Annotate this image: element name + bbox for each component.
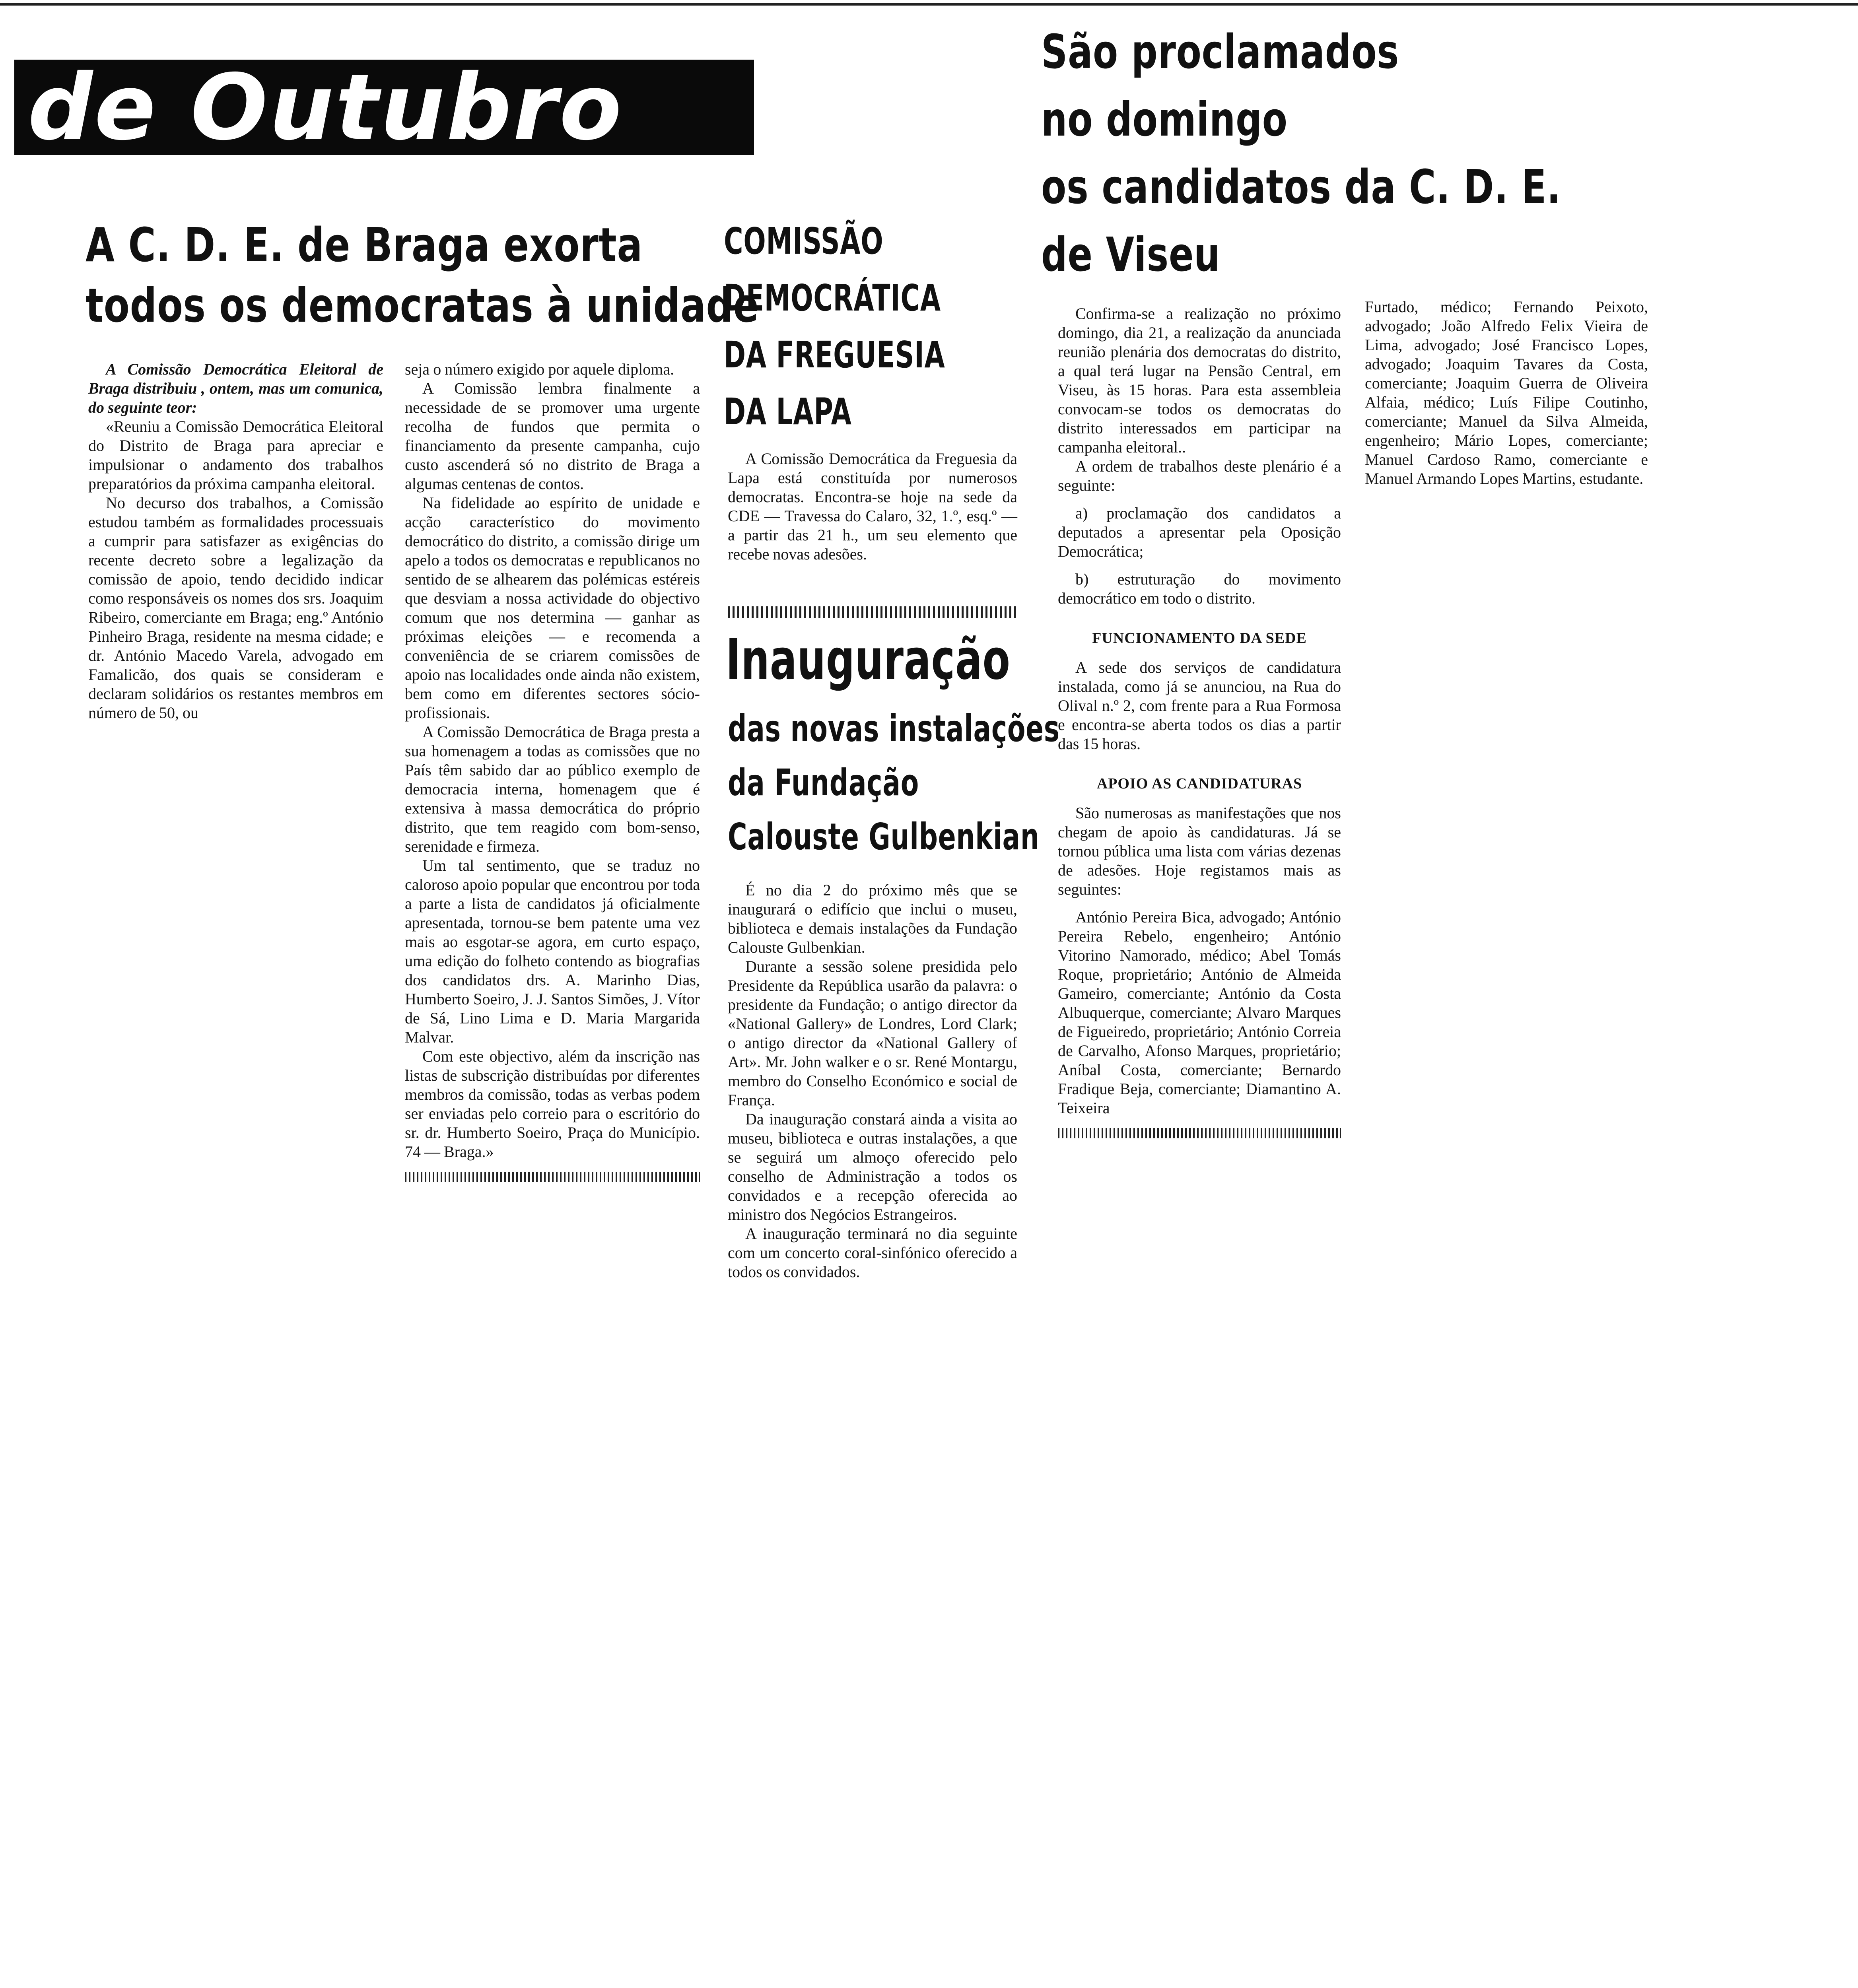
lapa-headline-line-4: DA LAPA (724, 390, 852, 433)
gulbenkian-subheadline-line-2: da Fundação (728, 761, 919, 804)
article-end-rule (1058, 1128, 1341, 1138)
braga-paragraph: No decurso dos trabalhos, a Comissão estudou também as formalidades processuais a cumprir para satisfazer as exigências do recente decreto sobre a legalização da comissão de apoio, tendo decidido indicar como responsáveis os nomes dos srs. Joaquim Ribeiro, comerciante em Braga; eng.º António Pinheiro Braga, residente na mesma cidade; e dr. António Macedo Varela, advogado em Famalicão, dos quais se consideram e declaram solidários os restantes membros em número de 50, ou (88, 494, 383, 722)
viseu-headline-line-3: os candidatos da C. D. E. (1041, 159, 1561, 214)
gulbenkian-paragraph: A inauguração terminará no dia seguinte com um concerto coral-sinfónico oferecido a todos os convidados. (728, 1225, 1017, 1281)
viseu-agenda-item: a) proclamação dos candidatos a deputados a apresentar pela Oposição Democrática; (1058, 504, 1341, 560)
viseu-headline (1041, 18, 1708, 288)
braga-paragraph: «Reuniu a Comissão Democrática Eleitoral do Distrito de Braga para apreciar e impulsionar o andamento dos trabalhos preparatórios da próxima campanha eleitoral. (88, 417, 383, 493)
viseu-column-2 (1365, 297, 1648, 488)
braga-paragraph: A Comissão Democrática de Braga presta a sua homenagem a todas as comissões que no País têm sabido dar ao público exemplo de democracia interna, homenagem que é extensiva à massa democrática do próprio distrito, que tem reagido com bom-senso, serenidade e firmeza. (405, 723, 700, 855)
braga-paragraph: Um tal sentimento, que se traduz no caloroso apoio popular que encontrou por toda a parte a lista de candidatos já oficialmente apresentada, tornou-se bem patente uma vez mais ao esgotar-se agora, em curto espaço, uma edição do folheto contendo as biografias dos candidatos drs. A. Marinho Dias, Humberto Soeiro, J. J. Santos Simões, J. Vítor de Sá, Lino Lima e D. Maria Margarida Malvar. (405, 856, 700, 1046)
viseu-headline-line-4: de Viseu (1041, 227, 1221, 282)
braga-paragraph: Na fidelidade ao espírito de unidade e acção característico do movimento democrático do distrito, a comissão dirige um apelo a todos os democratas e republicanos no sentido de se alhearem das polémicas estéreis que desviam a nossa actividade do objectivo comum que nos determina — ganhar as próximas eleições — e recomenda a conveniência de se criarem comissões de apoio nas localidades onde ainda não existem, bem como em diferentes sectores sócio-profissionais. (405, 494, 700, 722)
braga-paragraph: Com este objectivo, além da inscrição nas listas de subscrição distribuídas por diferentes membros da comissão, todas as verbas podem ser enviadas pelo correio para o escritório do sr. dr. Humberto Soeiro, Praça do Município. 74 — Braga.» (405, 1047, 700, 1161)
viseu-headline-line-1: São proclamados (1041, 24, 1399, 79)
gulbenkian-subheadline-line-1: das novas instalações (728, 707, 1060, 750)
lapa-column (728, 449, 1017, 564)
braga-column-1 (88, 360, 383, 722)
braga-lead: A Comissão Democrática Eleitoral de Braga distribuiu , ontem, mas um comunica, do seguinte teor: (88, 360, 383, 416)
viseu-section-title: FUNCIONAMENTO DA SEDE (1092, 630, 1307, 646)
viseu-paragraph: A ordem de trabalhos deste plenário é a seguinte: (1058, 457, 1341, 494)
viseu-section-title: APOIO AS CANDIDATURAS (1096, 775, 1302, 792)
lapa-paragraph: A Comissão Democrática da Freguesia da Lapa está constituída por numerosos democratas. Encontra-se hoje na sede da CDE — Travessa do Calaro, 32, 1.º, esq.º — a partir das 21 h., um seu elemento que recebe novas adesões. (728, 450, 1017, 563)
banner-title: de Outubro (28, 60, 623, 155)
gulbenkian-headline-main: Inauguração (726, 627, 1011, 692)
viseu-paragraph: A sede dos serviços de candidatura instalada, como já se anunciou, na Rua do Olival n.º 2, com frente para a Rua Formosa e encontra-se aberta todos os dias a partir das 15 horas. (1058, 658, 1341, 753)
lapa-headline-line-1: COMISSÃO (724, 220, 884, 262)
section-banner (14, 60, 754, 155)
gulbenkian-subheadline-line-3: Calouste Gulbenkian (728, 815, 1040, 858)
lapa-headline-line-2: DEMOCRÁTICA (724, 277, 941, 319)
viseu-column-1 (1058, 304, 1341, 1138)
braga-headline-line-2: todos os democratas à unidade (86, 278, 759, 333)
top-rule (0, 3, 1858, 6)
braga-column-2 (405, 360, 700, 1182)
braga-paragraph: seja o número exigido por aquele diploma. (405, 360, 674, 378)
viseu-headline-line-2: no domingo (1041, 92, 1288, 147)
viseu-paragraph: Confirma-se a realização no próximo domingo, dia 21, a realização da anunciada reunião plenária dos democratas do distrito, a qual terá lugar na Pensão Central, em Viseu, às 15 horas. Para esta assembleia convocam-se todos os democratas do distrito interessados em participar na campanha eleitoral.. (1058, 305, 1341, 456)
lapa-headline (724, 213, 1031, 440)
article-end-rule (405, 1172, 700, 1182)
viseu-names-list: António Pereira Bica, advogado; António Pereira Rebelo, engenheiro; António Vitorino Namorado, médico; Abel Tomás Roque, proprietário; António de Almeida Gameiro, comerciante; António da Costa Albuquerque, comerciante; Alvaro Marques de Figueiredo, proprietário; António Correia de Carvalho, Afonso Marques, proprietário; Aníbal Costa, comerciante; Bernardo Fradique Beja, comerciante; Diamantino A. Teixeira (1058, 908, 1341, 1117)
gulbenkian-paragraph: É no dia 2 do próximo mês que se inaugurará o edifício que inclui o museu, biblioteca e demais instalações da Fundação Calouste Gulbenkian. (728, 881, 1017, 956)
lapa-headline-line-3: DA FREGUESIA (724, 334, 945, 376)
viseu-paragraph: São numerosas as manifestações que nos chegam de apoio às candidaturas. Já se tornou pública uma lista com várias dezenas de adesões. Hoje registamos mais as seguintes: (1058, 804, 1341, 898)
gulbenkian-paragraph: Da inauguração constará ainda a visita ao museu, biblioteca e outras instalações, a que se seguirá um almoço oferecido pelo conselho de Administração a todos os convidados e a recepção oferecida ao ministro dos Negócios Estrangeiros. (728, 1110, 1017, 1223)
braga-paragraph: A Comissão lembra finalmente a necessidade de se promover uma urgente recolha de fundos que permita o financiamento da presente campanha, cujo custo ascenderá só no distrito de Braga a algumas centenas de contos. (405, 379, 700, 493)
viseu-names-list: Furtado, médico; Fernando Peixoto, advogado; João Alfredo Felix Vieira de Lima, advogado; José Francisco Lopes, advogado; Joaquim Tavares da Costa, comerciante; Joaquim Guerra de Oliveira Alfaia, médico; Luís Filipe Coutinho, comerciante; Manuel da Silva Almeida, engenheiro; Mário Lopes, comerciante; Manuel Cardoso Ramo, comerciante e Manuel Armando Lopes Martins, estudante. (1365, 298, 1648, 487)
braga-headline-line-1: A C. D. E. de Braga exorta (86, 217, 643, 272)
gulbenkian-paragraph: Durante a sessão solene presidida pelo Presidente da República usarão da palavra: o presidente da Fundação; o antigo director da «National Gallery» de Londres, Lord Clark; o antigo director da «National Gallery of Art». Mr. John walker e o sr. René Montargu, membro do Conselho Económico e social de França. (728, 957, 1017, 1109)
gulbenkian-column (728, 881, 1017, 1281)
section-separator (728, 606, 1017, 618)
viseu-agenda-item: b) estruturação do movimento democrático em todo o distrito. (1058, 570, 1341, 607)
